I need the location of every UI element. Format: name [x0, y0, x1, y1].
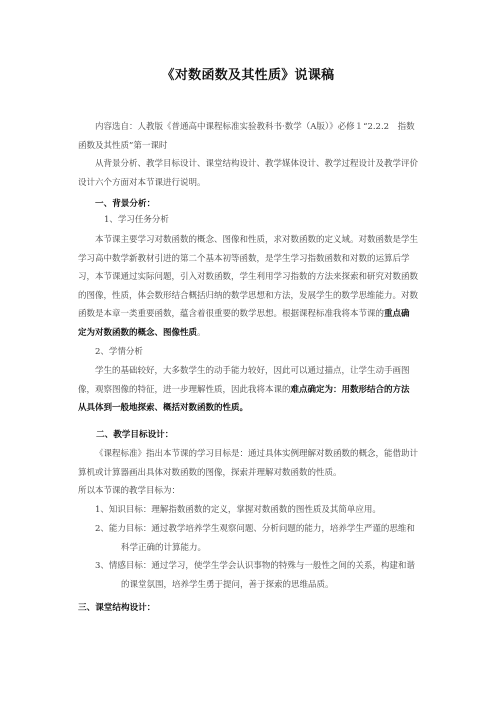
intro-overview: 从背景分析、教学目标设计、课堂结构设计、教学媒体设计、教学过程设计及教学评价设计六个方面对本节课进行说明。 — [78, 159, 419, 188]
section-3-heading: 三、课堂结构设计： — [78, 603, 156, 613]
goal-ability: 2、能力目标：通过教学培养学生观察问题、分析问题的能力，培养学生严谨的思维和科学正确的计算能力。 — [95, 524, 415, 553]
task-analysis-text: 本节课主要学习对数函数的概念、图像和性质，求对数函数的定义域。对数函数是学生学习高中数学新教材引进的第二个基本初等函数，是学生学习指数函数和对数的运算后学习，本节课通过实际问题，引入对数函数，学生利用学习指数的方法来探索和研究对数函数的图像，性质，体会数形结合概括归纳的数学思想和方法，发展学生的数学思维能力。对数函数是本章一类重要函数，蕴含着很重要的数学思想。根据课程标准我将本节课的 — [78, 235, 419, 319]
goals-lead: 所以本节课的教学目标为： — [78, 486, 181, 496]
curriculum-standard-paragraph: 《课程标准》指出本节课的学习目标是：通过具体实例理解对数函数的概念，能借助计算机或计算器画出具体对数函数的图像，探索并理解对数函数的性质。 — [78, 449, 419, 478]
intro-source: 内容选自：人教版《普通高中课程标准实验教科书·数学（A版）》必修１“2.2.2 指数函数及其性质”第一课时 — [78, 122, 415, 151]
section-1-heading: 一、背景分析： — [95, 199, 156, 209]
goal-emotion: 3、情感目标：通过学习，使学生学会认识事物的特殊与一般性之间的关系，构建和谐的课堂氛围，培养学生勇于提问，善于探索的思维品质。 — [95, 561, 415, 590]
key-point-text: 重点确定为对数函数的概念、图像性质 — [78, 309, 410, 338]
student-analysis-paragraph — [78, 362, 418, 418]
task-analysis-end: 。 — [197, 327, 206, 338]
document-title: 《对数函数及其性质》说课稿 — [161, 68, 335, 83]
subsection-1-heading: 1、学习任务分析 — [104, 215, 169, 225]
subsection-2-heading: 2、学情分析 — [95, 347, 143, 357]
section-2-heading: 二、教学目标设计： — [96, 430, 174, 440]
task-analysis-paragraph — [78, 231, 418, 342]
student-analysis-text: 学生的基础较好，大多数学生的动手能力较好，因此可以通过描点，让学生动手画图像，观察图像的特征，进一步理解性质，因此我将本课的 — [78, 366, 410, 395]
goal-knowledge: 1、知识目标：理解指数函数的定义，掌握对数函数的图性质及其简单应用。 — [95, 505, 381, 515]
difficulty-text: 难点确定为：用数形结合的方法从具体到一般地探索、概括对数函数的性质。 — [78, 384, 410, 413]
